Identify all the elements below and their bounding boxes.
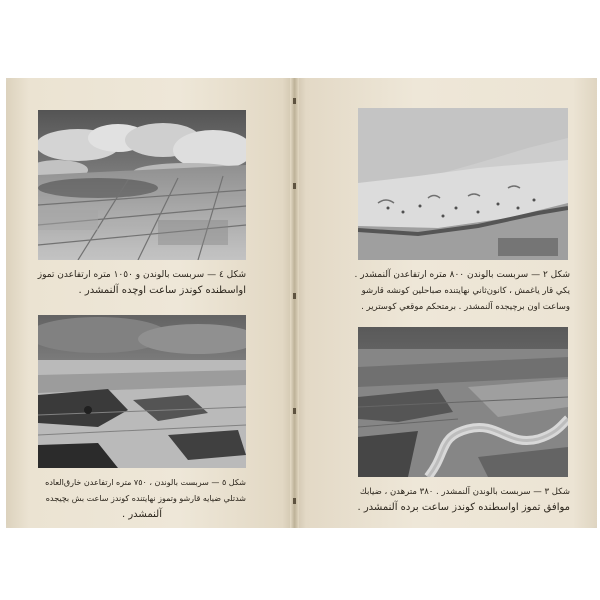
caption-line: شكل ٢ — سربست بالوندن ٨٠٠ متره ارتفاعدن آلنمشدر .: [354, 270, 570, 280]
binding-stitch: [293, 98, 296, 104]
caption-line: شكل ٤ — سربست بالوندن و ١٠٥٠ متره ارتفاعدن تموز: [37, 270, 246, 280]
caption-line: شكل ٣ — سربست بالوندن آلنمشدر . ٣٨٠ مترهدن ، ضيابك: [359, 487, 570, 497]
figure-3-caption: [352, 484, 570, 516]
binding-stitch: [293, 183, 296, 189]
caption-line: شكل ٥ — سربست بالوندن ، ٧٥٠ متره ارتفاعدن خارق‌العاده: [45, 478, 246, 487]
caption-line: موافق تموز اواسطنده كوندز ساعت برده آلنمشدر .: [357, 502, 570, 513]
book-spine: [290, 78, 299, 528]
figure-2-caption: [352, 267, 570, 315]
figure-5-caption: [38, 475, 246, 523]
figure-2-photo: [358, 108, 568, 260]
figure-3-photo: [358, 327, 568, 477]
binding-stitch: [293, 408, 296, 414]
figure-4-photo: [38, 110, 246, 260]
binding-stitch: [293, 293, 296, 299]
binding-stitch: [293, 498, 296, 504]
caption-line: شدتلي ضيايه قارشو وتموز نهايتنده كوندز ساعت بش بچيجده: [45, 494, 246, 503]
caption-line: آلنمشدر .: [122, 509, 162, 520]
caption-line: وساعت اون برچيجده آلنمشدر . برمتحكم موقعي كوسترير .: [361, 302, 570, 312]
caption-line: اواسطنده كوندز ساعت اوچده آلنمشدر .: [78, 285, 246, 296]
figure-5-photo: [38, 315, 246, 468]
figure-4-caption: [38, 267, 246, 299]
caption-line: يكي قار ياغمش ، كانون‌ثاني نهايتنده صباحلين كونشه قارشو: [361, 286, 570, 296]
